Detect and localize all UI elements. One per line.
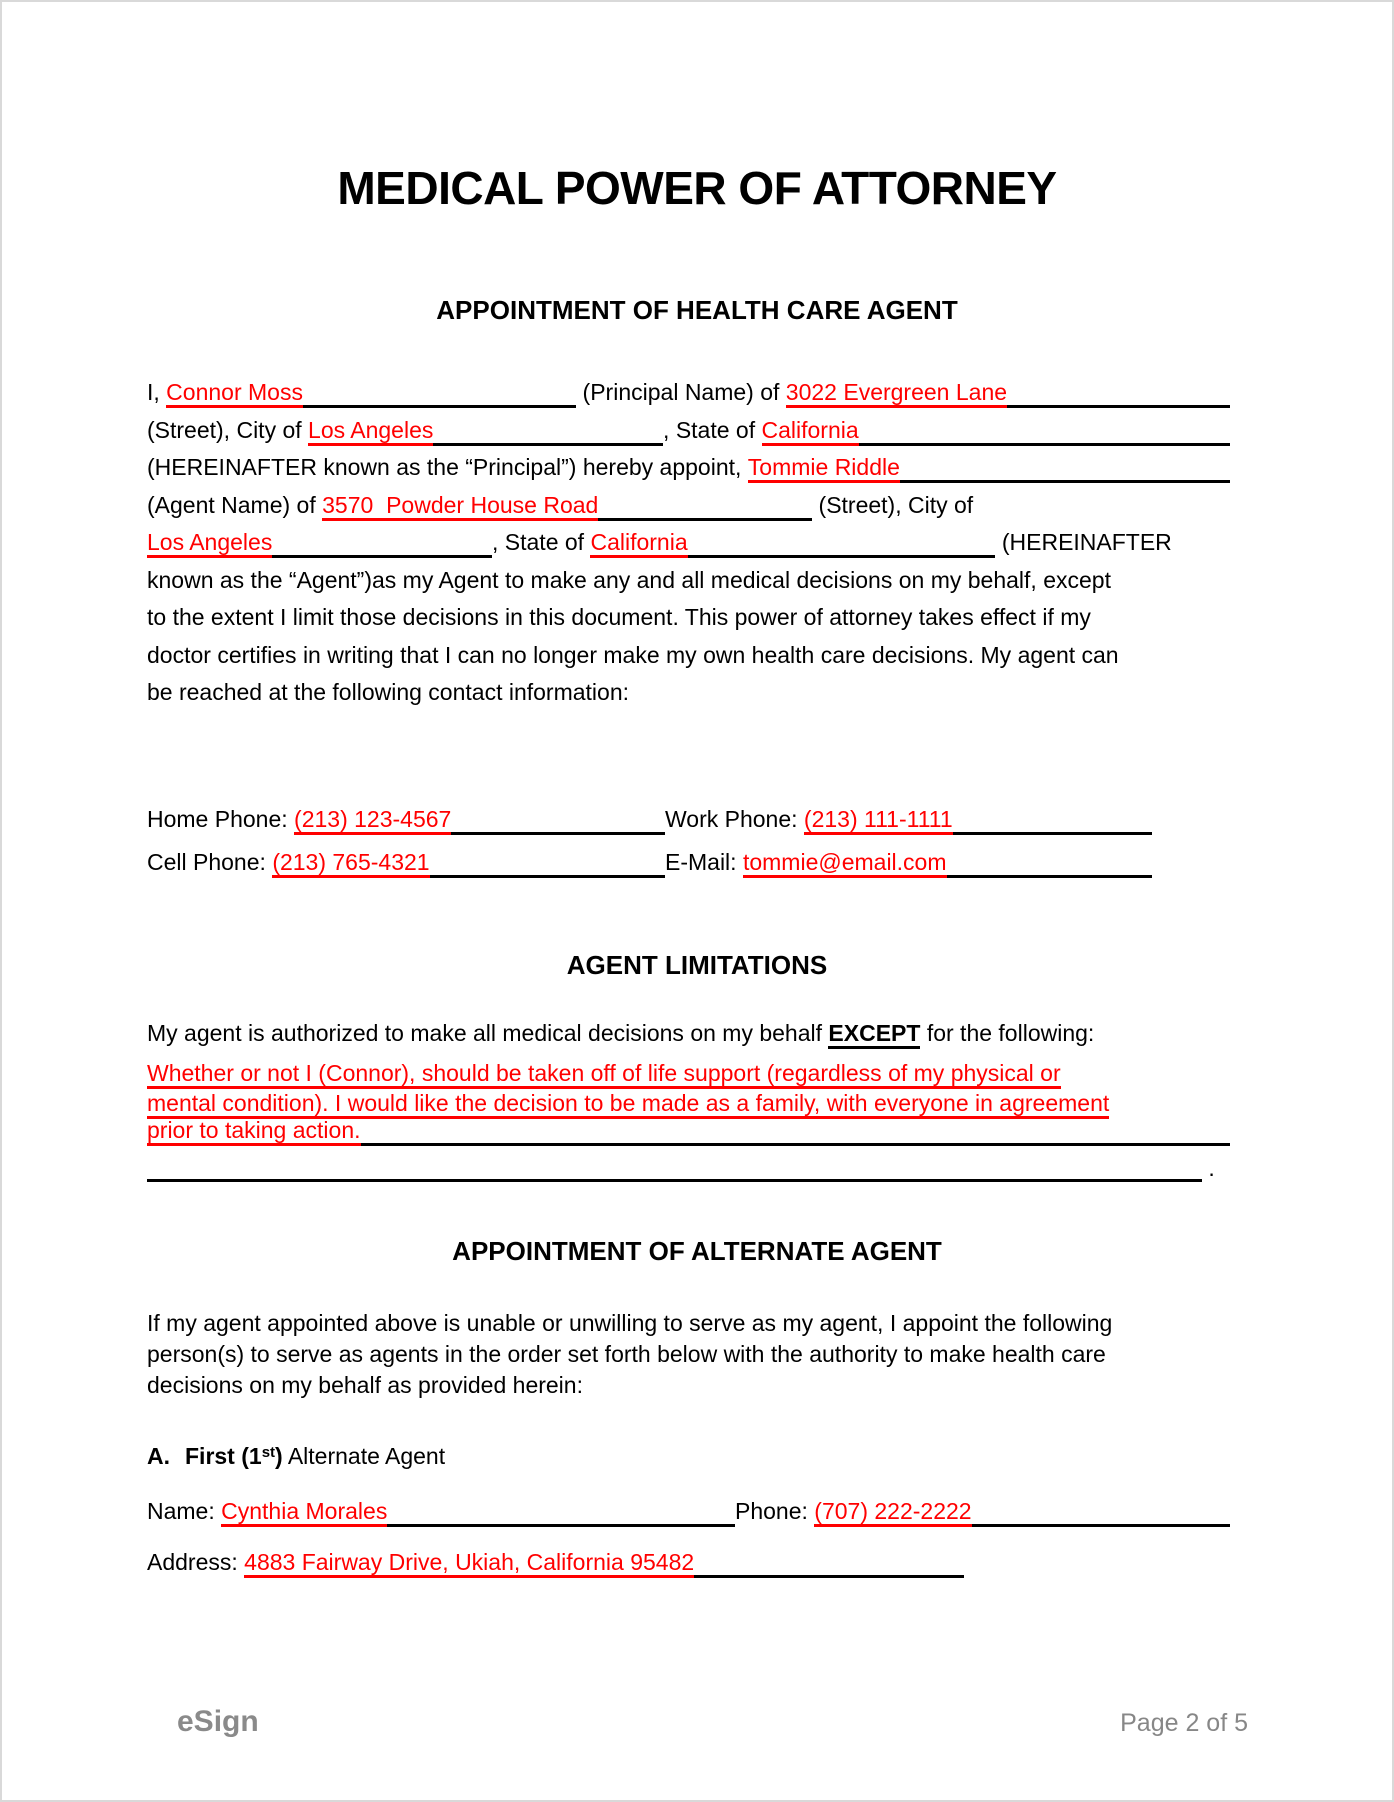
label-street-city: (Street), City of [147, 416, 309, 443]
work-phone-group [665, 798, 1152, 841]
limitations-intro-pre: My agent is authorized to make all medical decisions on my behalf [147, 1020, 829, 1046]
section-heading-appointment: APPOINTMENT OF HEALTH CARE AGENT [436, 295, 958, 325]
contact-row-1 [147, 798, 1230, 841]
form-line-agent-street [147, 487, 1230, 525]
section-heading-alternate: APPOINTMENT OF ALTERNATE AGENT [452, 1236, 942, 1266]
limitations-intro [147, 1018, 1230, 1049]
contact-row-2 [147, 841, 1230, 884]
paragraph-line: person(s) to serve as agents in the order set forth below with the authority to make health care [147, 1341, 1106, 1367]
label-principal-name: (Principal Name) of [576, 379, 786, 405]
form-line-principal-city [147, 412, 1230, 450]
blank-line [451, 807, 665, 835]
blank-line [694, 1550, 964, 1578]
label-hereinafter: (HEREINAFTER [995, 529, 1172, 555]
agent-street-field [322, 493, 812, 521]
limitations-answer [147, 1058, 1230, 1146]
limitation-line: mental condition). I would like the decision to be made as a family, with everyone in agreement [147, 1088, 1230, 1118]
agent-name-field [748, 455, 1230, 483]
cell-phone-value: (213) 765-4321 [272, 850, 429, 878]
work-phone-field [804, 807, 1152, 835]
email-field [743, 850, 1152, 878]
first-alternate-agent-item [147, 1437, 1230, 1472]
item-label-bold: First (1 [185, 1443, 262, 1469]
blank-line [1007, 380, 1230, 408]
item-label-rest: Alternate Agent [282, 1443, 446, 1469]
cell-phone-label: Cell Phone: [147, 849, 273, 875]
cell-phone-group [147, 841, 665, 884]
alternate-paragraph [147, 1308, 1230, 1401]
agent-state-field [590, 530, 995, 558]
blank-line [598, 493, 812, 521]
limitation-line: Whether or not I (Connor), should be taken off of life support (regardless of my physical or [147, 1058, 1230, 1088]
home-phone-label: Home Phone: [147, 806, 295, 832]
paragraph-line: known as the “Agent”)as my Agent to make any and all medical decisions on my behalf, except [147, 566, 1111, 593]
email-value: tommie@email.com [743, 850, 947, 878]
paragraph-line: be reached at the following contact information: [147, 679, 630, 705]
label-i: I, [147, 379, 167, 405]
appointment-paragraph [147, 374, 1230, 712]
blank-line [433, 418, 663, 446]
limitations-intro-post: for the following: [920, 1020, 1095, 1046]
alt-name-value: Cynthia Morales [221, 1499, 387, 1527]
line-terminator: . [1202, 1155, 1215, 1181]
paragraph-line: doctor certifies in writing that I can no longer make my own health care decisions. My agent can [147, 641, 1119, 668]
blank-line [303, 380, 576, 408]
principal-state-value: California [762, 418, 859, 446]
alt-address-label: Address: [147, 1549, 245, 1575]
agent-city-value: Los Angeles [147, 530, 272, 558]
home-phone-group [147, 798, 665, 841]
blank-line [688, 530, 996, 558]
principal-street-field [786, 380, 1230, 408]
blank-line [147, 1179, 1202, 1182]
principal-street-value: 3022 Evergreen Lane [786, 380, 1007, 408]
alt-phone-label: Phone: [735, 1498, 815, 1524]
alt-address-value: 4883 Fairway Drive, Ukiah, California 95482 [244, 1550, 694, 1578]
document-title: MEDICAL POWER OF ATTORNEY [337, 162, 1057, 214]
agent-contact-block [147, 798, 1230, 884]
item-label-close: ) [275, 1443, 283, 1469]
page-number: Page 2 of 5 [1120, 1709, 1248, 1737]
principal-city-field [308, 418, 663, 446]
label-hereby-appoint: (HEREINAFTER known as the “Principal”) hereby appoint, [147, 454, 748, 480]
principal-name-field [166, 380, 576, 408]
limitation-field-tail: prior to taking action. [147, 1118, 1230, 1146]
principal-state-field [762, 418, 1231, 446]
limitation-line [147, 1118, 1230, 1146]
except-emphasis: EXCEPT [828, 1021, 920, 1049]
home-phone-value: (213) 123-4567 [294, 807, 451, 835]
alt-phone-field [814, 1499, 1230, 1527]
alternate-name-row [147, 1496, 1230, 1527]
esign-logo: eSign [177, 1705, 259, 1738]
email-group [665, 841, 1152, 884]
label-agent-name-of: (Agent Name) of [147, 491, 323, 518]
blank-line [272, 530, 492, 558]
limitations-blank-line [147, 1153, 1230, 1183]
principal-city-value: Los Angeles [308, 418, 433, 446]
paragraph-line: If my agent appointed above is unable or unwilling to serve as my agent, I appoint the following [147, 1310, 1113, 1336]
alt-name-field [221, 1499, 735, 1527]
blank-line [859, 418, 1230, 446]
blank-line [387, 1499, 735, 1527]
alt-address-field [244, 1550, 964, 1578]
home-phone-field [294, 807, 665, 835]
paragraph-line: to the extent I limit those decisions in this document. This power of attorney takes effect if my [147, 604, 1091, 630]
form-line-agent-name [147, 449, 1230, 487]
agent-state-value: California [590, 530, 687, 558]
paragraph-line: decisions on my behalf as provided herein: [147, 1372, 583, 1398]
agent-city-field [147, 530, 492, 558]
ordinal-superscript: st [261, 1444, 276, 1461]
form-line-principal [147, 374, 1230, 412]
blank-line [972, 1499, 1230, 1527]
agent-name-value: Tommie Riddle [748, 455, 900, 483]
work-phone-value: (213) 111-1111 [804, 807, 953, 835]
form-line-agent-city [147, 524, 1230, 562]
section-heading-limitations: AGENT LIMITATIONS [566, 950, 828, 980]
label-state-of-2: , State of [492, 529, 591, 555]
principal-name-value: Connor Moss [166, 380, 303, 408]
item-marker: A. [147, 1443, 170, 1469]
work-phone-label: Work Phone: [665, 806, 804, 832]
blank-line [430, 850, 665, 878]
cell-phone-field [272, 850, 665, 878]
alternate-address-row [147, 1547, 1230, 1578]
agent-street-value: 3570 Powder House Road [322, 493, 598, 521]
blank-line [947, 850, 1152, 878]
label-street-city-of: (Street), City of [812, 491, 974, 518]
blank-line [900, 455, 1230, 483]
alt-name-group [147, 1496, 735, 1527]
email-label: E-Mail: [665, 849, 743, 875]
blank-line [953, 807, 1152, 835]
alt-name-label: Name: [147, 1498, 222, 1524]
label-state-of: , State of [663, 416, 762, 443]
blank-line [361, 1118, 1230, 1146]
alt-phone-value: (707) 222-2222 [814, 1499, 971, 1527]
